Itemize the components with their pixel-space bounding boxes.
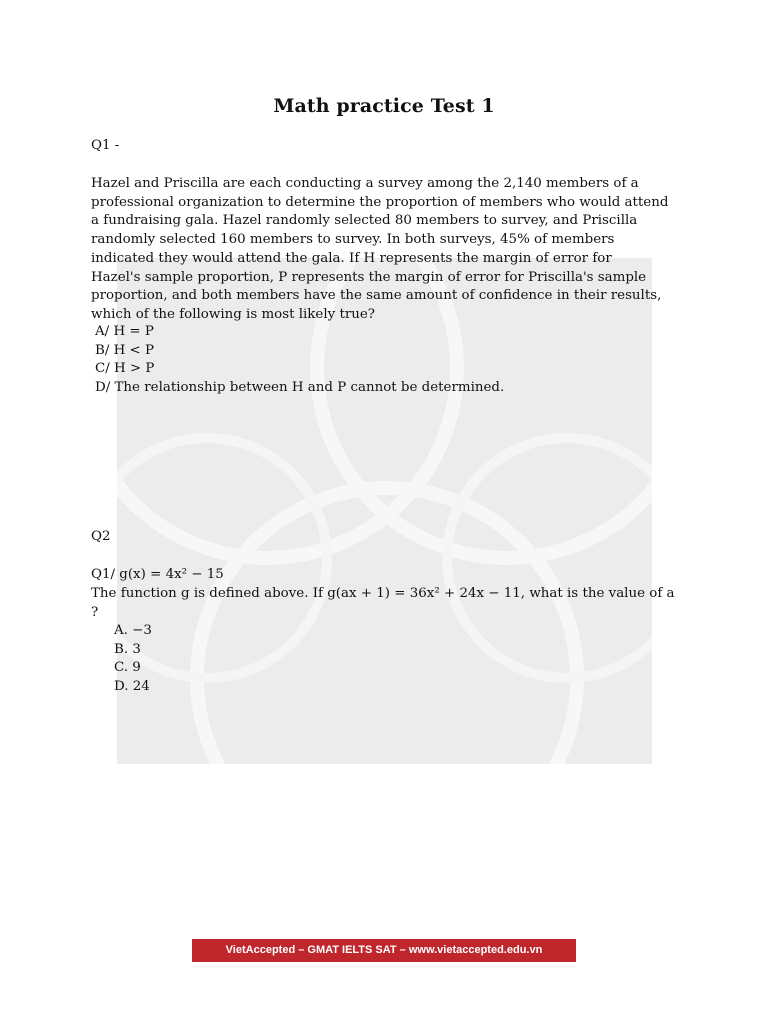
question-1-line: Hazel and Priscilla are each conducting a survey among the 2,140 members of a bbox=[91, 176, 639, 191]
choice-b: B. 3 bbox=[114, 641, 141, 657]
question-1-line: Hazel's sample proportion, P represents the margin of error for Priscilla's sample bbox=[91, 269, 647, 285]
question-2-function: Q1/ g(x) = 4x² − 15 bbox=[91, 567, 224, 582]
question-2-choices bbox=[114, 622, 152, 697]
choice-c: C. 9 bbox=[114, 660, 141, 676]
option-d: D/ The relationship between H and P cannot be determined. bbox=[95, 380, 505, 396]
option-b: B/ H < P bbox=[95, 342, 155, 358]
question-2-stem bbox=[91, 585, 691, 622]
question-1-line: professional organization to determine the proportion of members who would attend bbox=[91, 194, 669, 210]
question-2-line: The function g is defined above. If g(ax + 1) = 36x² + 24x − 11, what is the value of a bbox=[91, 586, 675, 601]
choice-a: A. −3 bbox=[114, 623, 152, 638]
question-1-line: a fundraising gala. Hazel randomly selected 80 members to survey, and Priscilla bbox=[91, 213, 638, 229]
question-1-line: proportion, and both members have the same amount of confidence in their results, bbox=[91, 288, 662, 304]
question-2-line: ? bbox=[91, 604, 99, 620]
question-1-options bbox=[95, 323, 504, 398]
question-1-line: randomly selected 160 members to survey. In both surveys, 45% of members bbox=[91, 232, 615, 248]
question-2-label: Q2 bbox=[91, 529, 111, 544]
question-1-body bbox=[91, 175, 691, 325]
page-title: Math practice Test 1 bbox=[273, 95, 495, 117]
question-1-label: Q1 - bbox=[91, 138, 120, 153]
option-c: C/ H > P bbox=[95, 361, 155, 377]
option-a: A/ H = P bbox=[95, 324, 154, 339]
question-1-line: which of the following is most likely true? bbox=[91, 306, 375, 322]
question-1-line: indicated they would attend the gala. If H represents the margin of error for bbox=[91, 250, 612, 266]
choice-d: D. 24 bbox=[114, 679, 150, 695]
footer-banner: VietAccepted – GMAT IELTS SAT – www.vietaccepted.edu.vn bbox=[192, 939, 576, 962]
